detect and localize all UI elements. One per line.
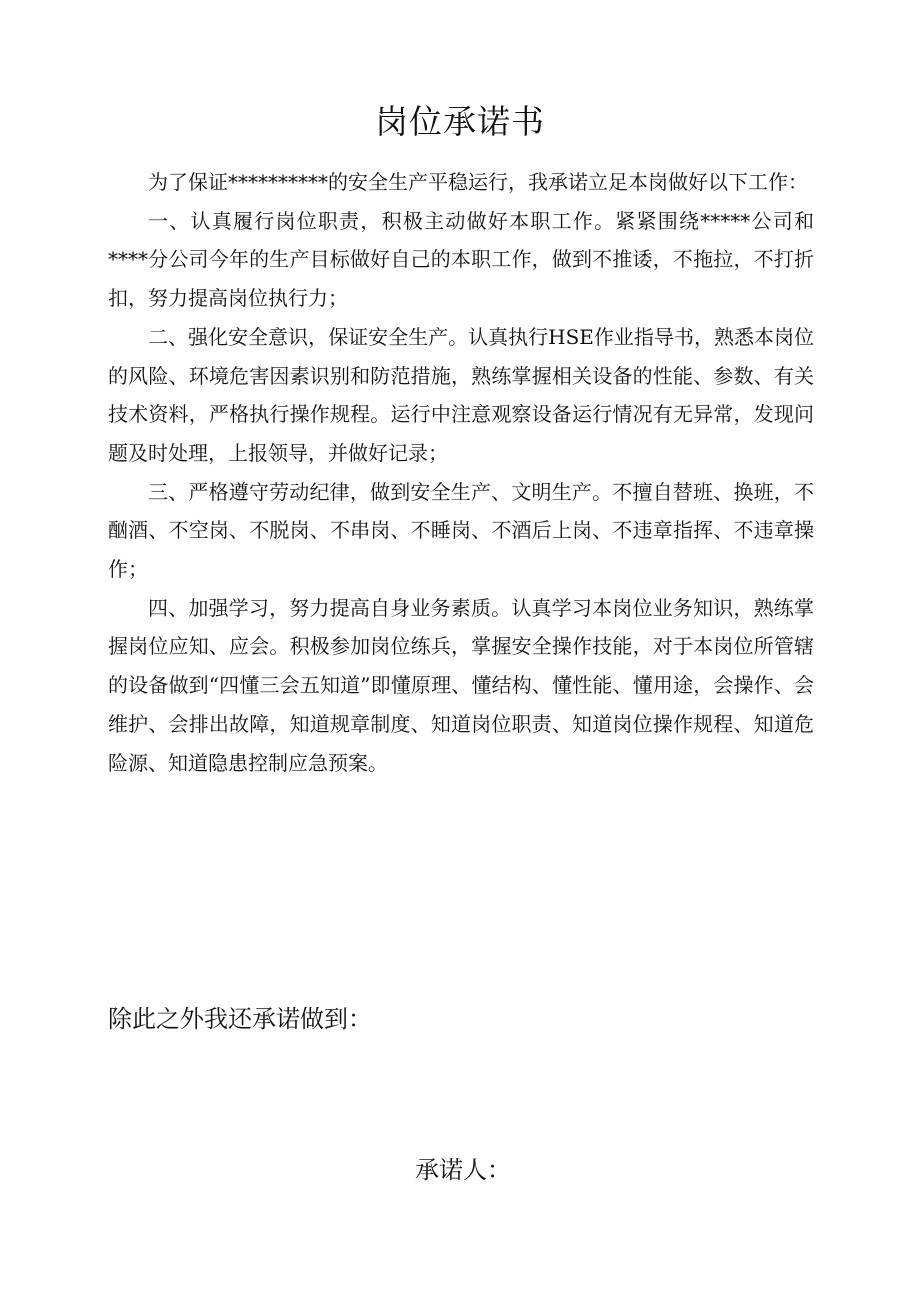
commitment-paragraph-2: 二、强化安全意识，保证安全生产。认真执行HSE作业指导书，熟悉本岗位的风险、环境危害因素识别和防范措施，熟练掌握相关设备的性能、参数、有关技术资料，严格执行操作规程。运行中注意观察设备运行情况有无异常，发现问题及时处理，上报领导，并做好记录； (108, 324, 814, 465)
signature-label: 承诺人： (415, 1156, 511, 1184)
extra-commitment-heading: 除此之外我还承诺做到： (108, 1005, 372, 1033)
intro-paragraph: 为了保证**********的安全生产平稳运行，我承诺立足本岗做好以下工作： (148, 170, 808, 194)
commitment-paragraph-4: 四、加强学习，努力提高自身业务素质。认真学习本岗位业务知识，熟练掌握岗位应知、应会。积极参加岗位练兵，掌握安全操作技能，对于本岗位所管辖的设备做到“四懂三会五知道”即懂原理、懂结构、懂性能、懂用途，会操作、会维护、会排出故障，知道规章制度、知道岗位职责、知道岗位操作规程、知道危险源、知道隐患控制应急预案。 (108, 595, 814, 775)
commitment-paragraph-1: 一、认真履行岗位职责，积极主动做好本职工作。紧紧围绕*****公司和****分公司今年的生产目标做好自己的本职工作，做到不推诿，不拖拉，不打折扣，努力提高岗位执行力； (108, 208, 814, 311)
document-body (108, 163, 814, 782)
commitment-paragraph-3: 三、严格遵守劳动纪律，做到安全生产、文明生产。不擅自替班、换班，不酗酒、不空岗、不脱岗、不串岗、不睡岗、不酒后上岗、不违章指挥、不违章操作； (108, 479, 814, 582)
document-title: 岗位承诺书 (375, 102, 545, 141)
